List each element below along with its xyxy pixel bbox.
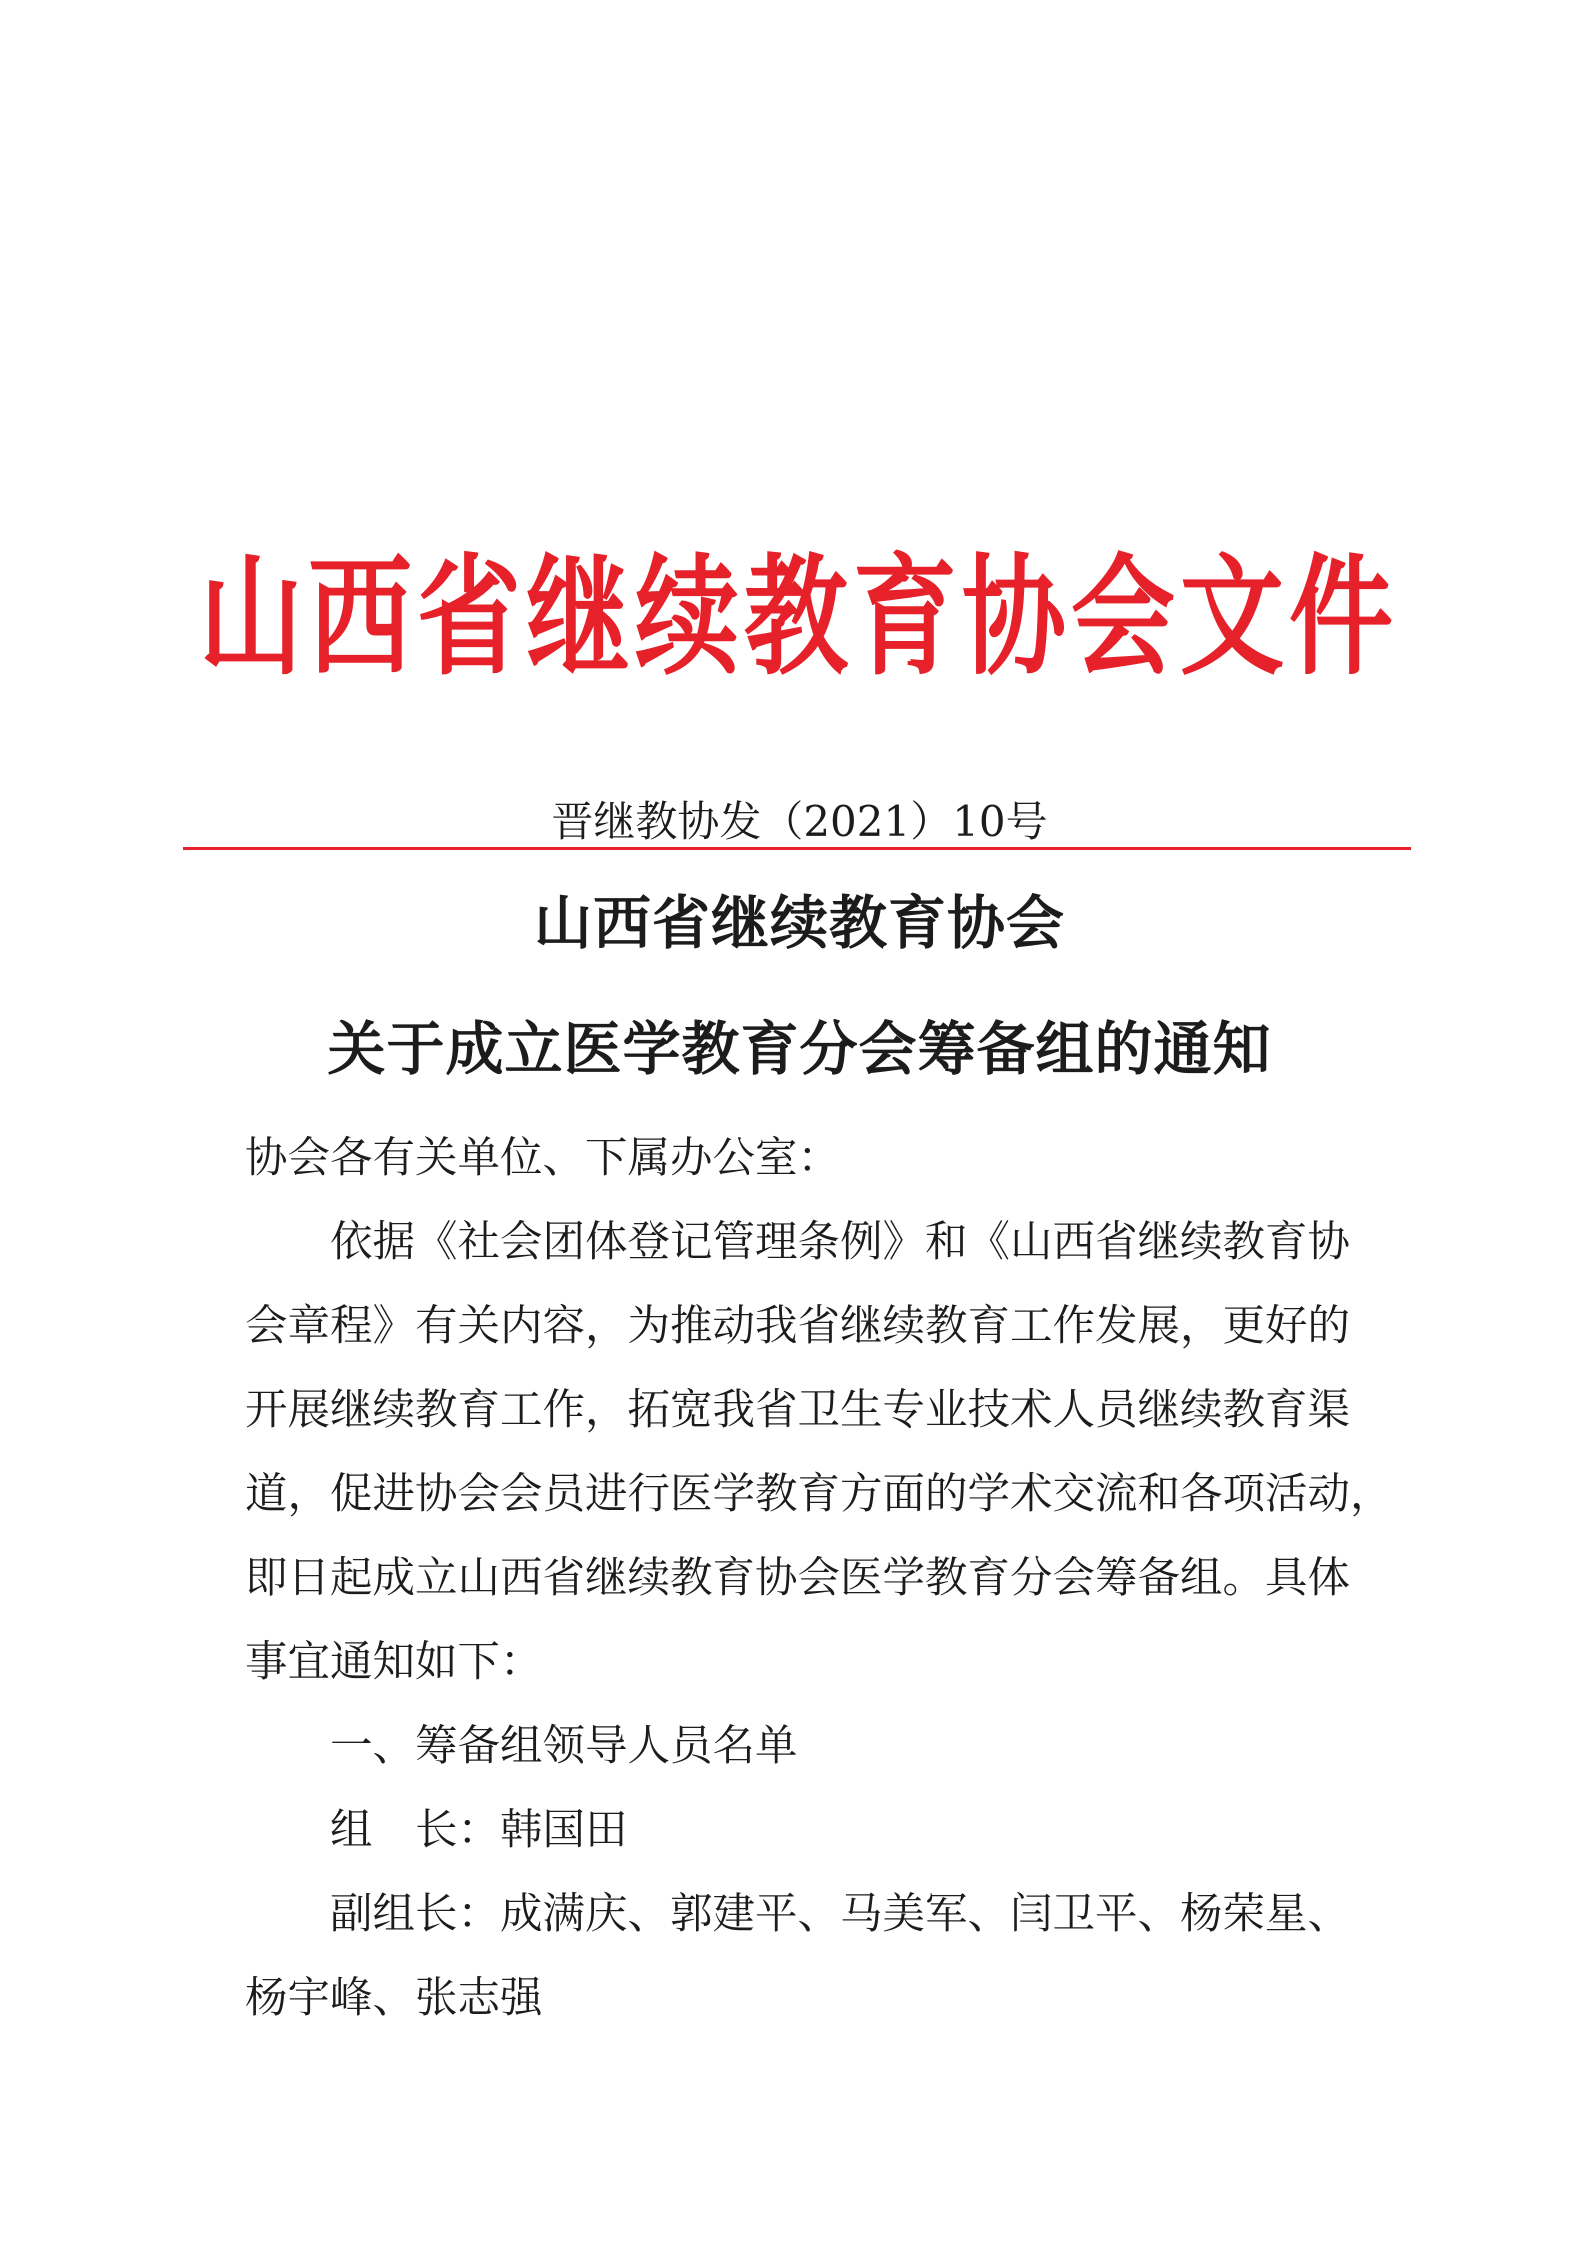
- notice-body: [245, 1117, 1445, 2041]
- deputy-leaders-line: 杨宇峰、张志强: [245, 1974, 543, 2023]
- notice-title-line2: 关于成立医学教育分会筹备组的通知: [327, 1015, 1272, 1083]
- body-line: 事宜通知如下：: [245, 1638, 543, 1687]
- deputy-leaders-line: 副组长：成满庆、郭建平、马美军、闫卫平、杨荣星、: [330, 1890, 1351, 1939]
- body-line: 会章程》有关内容，为推动我省继续教育工作发展，更好的: [245, 1302, 1351, 1351]
- group-leader-line: 组 长：韩国田: [330, 1806, 628, 1855]
- notice-title-line1: 山西省继续教育协会: [533, 889, 1065, 957]
- body-line: 道，促进协会会员进行医学教育方面的学术交流和各项活动，: [245, 1470, 1393, 1519]
- salutation: 协会各有关单位、下属办公室：: [245, 1134, 841, 1183]
- document-number: 晋继教协发（2021）10号: [551, 797, 1048, 846]
- red-divider-rule: [183, 847, 1411, 850]
- body-line: 依据《社会团体登记管理条例》和《山西省继续教育协: [330, 1218, 1351, 1267]
- section-heading: 一、筹备组领导人员名单: [330, 1722, 798, 1771]
- body-line: 即日起成立山西省继续教育协会医学教育分会筹备组。具体: [245, 1554, 1351, 1603]
- letterhead-title: 山西省继续教育协会文件: [198, 539, 1398, 694]
- body-line: 开展继续教育工作，拓宽我省卫生专业技术人员继续教育渠: [245, 1386, 1351, 1435]
